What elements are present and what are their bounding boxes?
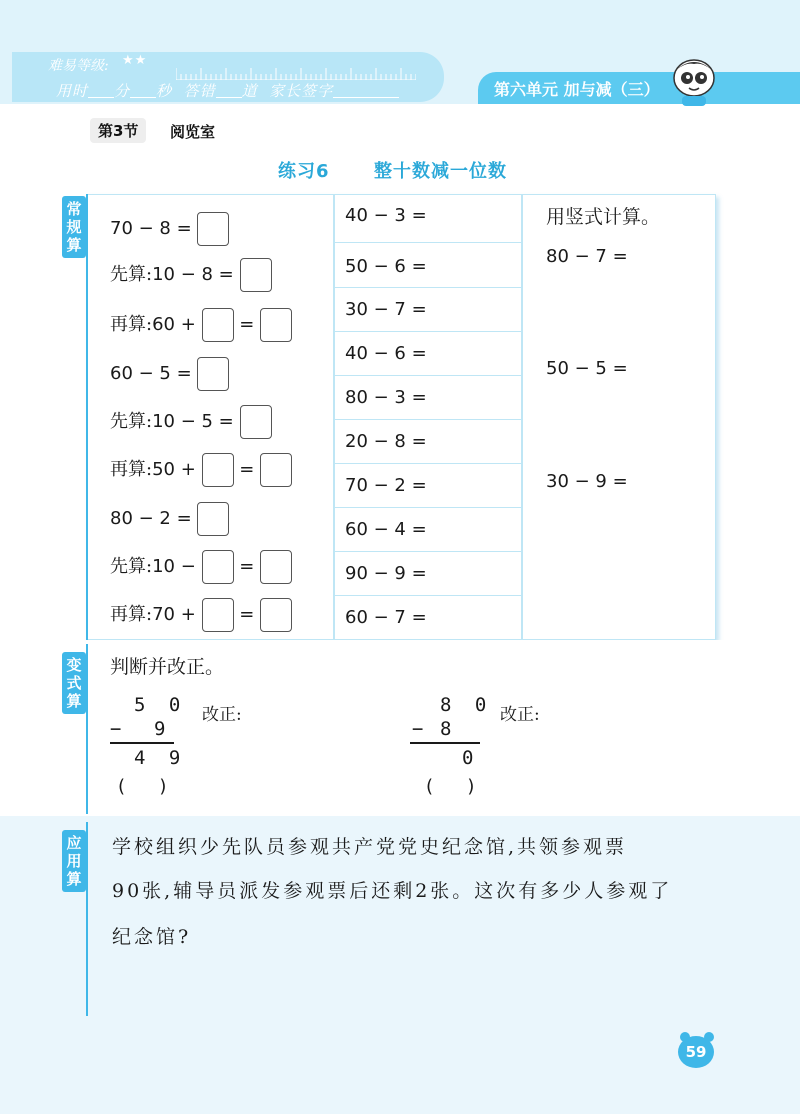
tab-char: 式 xyxy=(66,674,82,692)
parent-sign-blank[interactable] xyxy=(333,84,399,98)
tab-char: 算 xyxy=(66,692,82,710)
tab-char: 应 xyxy=(66,834,82,852)
answer-box[interactable] xyxy=(202,453,234,487)
minute-label: 分 xyxy=(114,82,131,100)
step-label: 先算: xyxy=(110,556,153,577)
expression: 70 − 8 = xyxy=(110,218,192,239)
tab-char: 常 xyxy=(66,200,82,218)
column-divider xyxy=(333,194,335,640)
word-problem-line: 90张,辅导员派发参观票后还剩2张。这次有多少人参观了 xyxy=(112,880,673,902)
calc-item xyxy=(110,212,229,246)
minus-sign: − xyxy=(110,718,128,740)
vertical-result: 0 xyxy=(462,747,480,769)
expression: 10 − 8 = xyxy=(152,264,234,285)
column-divider xyxy=(521,194,523,640)
answer-box[interactable] xyxy=(202,550,234,584)
tab-char: 算 xyxy=(66,236,82,254)
mental-calc-item[interactable]: 20 − 8 = xyxy=(345,431,427,452)
exercise-subtitle: 整十数减一位数 xyxy=(374,161,507,182)
vertical-calc-item[interactable]: 50 − 5 = xyxy=(546,358,628,379)
row-divider xyxy=(335,331,521,332)
answer-box[interactable] xyxy=(197,212,229,246)
tab-applied-calc xyxy=(62,830,86,892)
unit-title: 第六单元 加与减（三） xyxy=(494,80,660,99)
judge-title: 判断并改正。 xyxy=(110,656,225,678)
mental-calc-item[interactable]: 90 − 9 = xyxy=(345,563,427,584)
difficulty-label: 难易等级: xyxy=(48,58,109,74)
tab-variant-calc xyxy=(62,652,86,714)
mental-calc-item[interactable]: 70 − 2 = xyxy=(345,475,427,496)
vertical-top-number: 8 0 xyxy=(440,694,493,716)
tab-char: 规 xyxy=(66,218,82,236)
vertical-line xyxy=(410,742,480,744)
vertical-line xyxy=(110,742,174,744)
step-label: 先算: xyxy=(110,411,153,432)
step-label: 再算: xyxy=(110,604,153,625)
equals-sign: = xyxy=(239,556,255,577)
step-label: 再算: xyxy=(110,314,153,335)
mental-calc-item[interactable]: 50 − 6 = xyxy=(345,256,427,277)
row-divider xyxy=(335,287,521,288)
vertical-subtrahend: 9 xyxy=(154,718,172,740)
row-divider xyxy=(335,595,521,596)
calc-step xyxy=(110,405,272,439)
correction-label: 改正: xyxy=(202,705,242,725)
mental-calc-item[interactable]: 40 − 6 = xyxy=(345,343,427,364)
expression: 10 − 5 = xyxy=(152,411,234,432)
row-divider xyxy=(335,551,521,552)
answer-box[interactable] xyxy=(240,258,272,292)
step-label: 再算: xyxy=(110,459,153,480)
row-divider xyxy=(335,463,521,464)
ruler-decoration xyxy=(176,66,416,80)
tab-char: 变 xyxy=(66,656,82,674)
wrong-label: 答错 xyxy=(183,82,216,100)
calc-step xyxy=(110,453,292,487)
vertical-result: 4 9 xyxy=(134,747,187,769)
answer-box[interactable] xyxy=(260,598,292,632)
answer-box[interactable] xyxy=(202,598,234,632)
mental-calc-item[interactable]: 30 − 7 = xyxy=(345,299,427,320)
time-minutes-blank[interactable] xyxy=(88,84,114,98)
calc-step xyxy=(110,308,292,342)
expression: 80 − 2 = xyxy=(110,508,192,529)
correction-label: 改正: xyxy=(500,705,540,725)
page-number: 59 xyxy=(678,1036,714,1068)
mascot-icon xyxy=(666,52,722,108)
item-label: 道 xyxy=(241,82,258,100)
divider-line xyxy=(86,194,88,640)
judge-paren[interactable]: ( ) xyxy=(118,776,167,797)
applied-calc-panel xyxy=(0,816,800,1114)
answer-box[interactable] xyxy=(260,308,292,342)
tab-regular-calc xyxy=(62,196,86,258)
parent-sign-label: 家长签字 xyxy=(269,82,334,100)
answer-box[interactable] xyxy=(260,453,292,487)
expression: 50 + xyxy=(152,459,196,480)
section-tag: 第3节 xyxy=(90,118,146,143)
mental-calc-item[interactable]: 60 − 7 = xyxy=(345,607,427,628)
vertical-calc-item[interactable]: 30 − 9 = xyxy=(546,471,628,492)
vertical-calc-item[interactable]: 80 − 7 = xyxy=(546,246,628,267)
row-divider xyxy=(335,242,521,243)
answer-box[interactable] xyxy=(240,405,272,439)
divider-line xyxy=(86,822,88,1016)
equals-sign: = xyxy=(239,604,255,625)
calc-step xyxy=(110,598,292,632)
timing-line xyxy=(56,80,399,101)
calc-step xyxy=(110,550,292,584)
expression: 60 − 5 = xyxy=(110,363,192,384)
second-label: 秒 xyxy=(156,82,173,100)
row-divider xyxy=(335,507,521,508)
wrong-count-blank[interactable] xyxy=(216,84,242,98)
difficulty-stars: ★★ xyxy=(122,53,148,68)
vertical-calc-title: 用竖式计算。 xyxy=(546,206,661,228)
equals-sign: = xyxy=(239,459,255,480)
calc-step xyxy=(110,258,272,292)
time-label: 用时 xyxy=(56,82,89,100)
calc-item xyxy=(110,357,229,391)
minus-sign: − xyxy=(412,718,430,740)
section-name: 阅览室 xyxy=(170,123,216,141)
step-label: 先算: xyxy=(110,264,153,285)
divider-line xyxy=(86,644,88,814)
word-problem-line: 学校组织少先队员参观共产党党史纪念馆,共领参观票 xyxy=(112,836,628,858)
row-divider xyxy=(335,419,521,420)
tab-char: 算 xyxy=(66,870,82,888)
answer-box[interactable] xyxy=(260,550,292,584)
mental-calc-item[interactable]: 80 − 3 = xyxy=(345,387,427,408)
equals-sign: = xyxy=(239,314,255,335)
vertical-top-number: 5 0 xyxy=(134,694,187,716)
word-problem-line: 纪念馆? xyxy=(112,926,192,948)
expression: 10 − xyxy=(152,556,196,577)
vertical-subtrahend: 8 xyxy=(440,718,458,740)
calc-item xyxy=(110,502,229,536)
expression: 60 + xyxy=(152,314,196,335)
tab-char: 用 xyxy=(66,852,82,870)
mental-calc-item[interactable]: 40 − 3 = xyxy=(345,205,427,226)
mental-calc-item[interactable]: 60 − 4 = xyxy=(345,519,427,540)
time-seconds-blank[interactable] xyxy=(130,84,156,98)
expression: 70 + xyxy=(152,604,196,625)
answer-box[interactable] xyxy=(197,502,229,536)
answer-box[interactable] xyxy=(197,357,229,391)
judge-paren[interactable]: ( ) xyxy=(426,776,475,797)
row-divider xyxy=(335,375,521,376)
answer-box[interactable] xyxy=(202,308,234,342)
exercise-title: 练习6 xyxy=(278,161,330,182)
